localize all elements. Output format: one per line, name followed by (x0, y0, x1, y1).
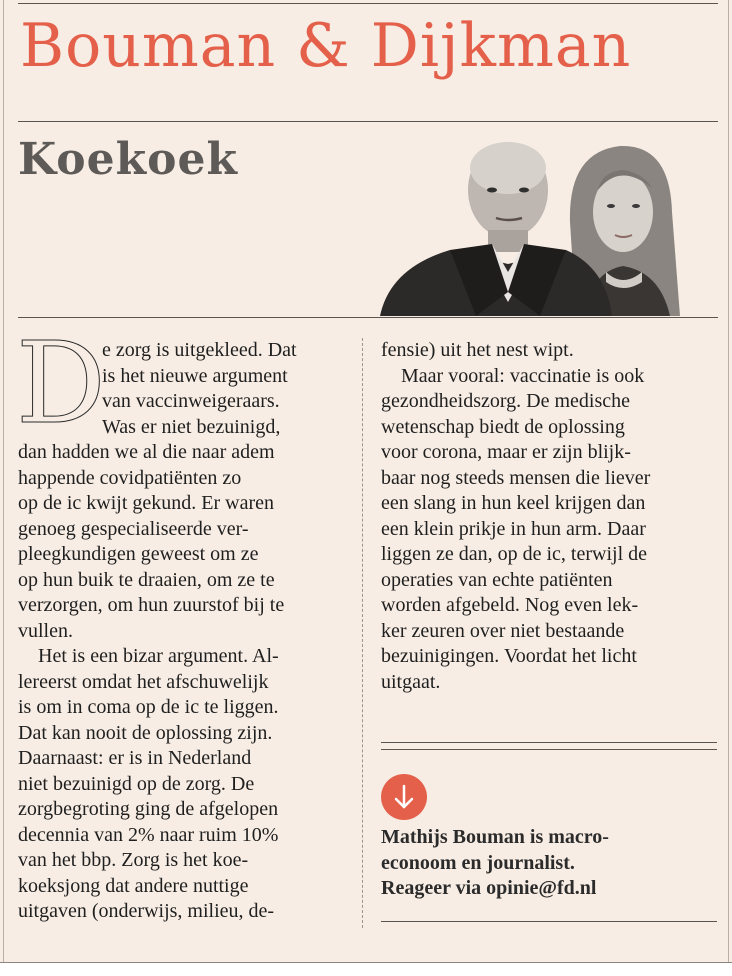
masthead-title: Bouman & Dijkman (20, 11, 632, 81)
byline-line: econoom en journalist. (381, 851, 575, 874)
author-byline (381, 825, 717, 902)
text-line: Het is een bizar argument. Al- (38, 645, 279, 667)
text-line: bezuinigingen. Voordat het licht (381, 645, 637, 667)
text-line: operaties van echte patiënten (381, 568, 613, 591)
text-line: fensie) uit het nest wipt. (381, 339, 574, 361)
text-line: liggen ze dan, op de ic, terwijl de (381, 543, 648, 565)
text-line: voor corona, maar er zijn blijk- (381, 441, 631, 463)
text-line: Daarnaast: er is in Nederland (18, 747, 252, 769)
text-line: niet bezuinigd op de zorg. De (18, 772, 255, 795)
text-line: baar nog steeds mensen die liever (381, 466, 651, 489)
text-line: lereerst omdat het afschuwelijk (18, 670, 269, 693)
drop-cap: D (16, 319, 106, 449)
down-arrow-icon (381, 774, 427, 820)
top-rule (18, 3, 718, 4)
column-divider (362, 338, 363, 928)
text-line: Maar vooral: vaccinatie is ook (401, 364, 645, 387)
text-line: decennia van 2% naar ruim 10% (18, 823, 279, 846)
article-column-right (381, 338, 716, 695)
header-bottom-rule (18, 317, 718, 318)
byline-contact: Reageer via opinie@fd.nl (381, 877, 597, 899)
text-line: is om in coma op de ic te liggen. (18, 696, 279, 718)
text-line: genoeg gespecialiseerde ver- (18, 517, 249, 540)
text-line: op de ic kwijt gekund. Er waren (18, 492, 275, 514)
text-line: is het nieuwe argument (102, 364, 288, 387)
text-line: koeksjong dat andere nuttige (18, 874, 249, 897)
text-line: worden afgebeld. Nog even lek- (381, 594, 639, 616)
text-line: verzorgen, om hun zuurstof bij te (18, 594, 285, 616)
column-kicker: Koekoek (18, 134, 238, 185)
text-line: pleegkundigen geweest om ze (18, 543, 259, 565)
text-line: wetenschap biedt de oplossing (381, 415, 625, 438)
byline-bottom-rule (381, 921, 717, 922)
text-line: Dat kan nooit de oplossing zijn. (18, 721, 273, 744)
text-line: zorgbegroting ging de afgelopen (18, 798, 279, 820)
text-line: e zorg is uitgekleed. Dat (102, 339, 297, 361)
text-line: op hun buik te draaien, om ze te (18, 568, 275, 591)
byline-rule-upper (381, 742, 717, 743)
text-line: gezondheidszorg. De medische (381, 390, 630, 412)
byline-rule-lower (381, 749, 717, 750)
text-line: van vaccinweigeraars. (102, 390, 280, 412)
text-line: een klein prikje in hun arm. Daar (381, 517, 646, 540)
text-line: uitgaven (onderwijs, milieu, de- (18, 900, 275, 922)
text-line: dan hadden we al die naar adem (18, 441, 275, 463)
masthead-rule (18, 121, 718, 122)
text-line: vullen. (18, 619, 73, 642)
byline-line: Mathijs Bouman is macro- (381, 826, 609, 848)
text-line: ker zeuren over niet bestaande (381, 619, 625, 642)
article-column-left (16, 319, 343, 925)
page-bottom-edge (0, 962, 732, 976)
text-line: happende covidpatiënten zo (18, 466, 242, 489)
text-line: van het bbp. Zorg is het koe- (18, 849, 249, 871)
text-line: een slang in hun keel krijgen dan (381, 492, 646, 514)
text-line: Was er niet bezuinigd, (102, 415, 281, 438)
author-portraits-icon (380, 132, 710, 316)
text-line: uitgaat. (381, 670, 441, 693)
